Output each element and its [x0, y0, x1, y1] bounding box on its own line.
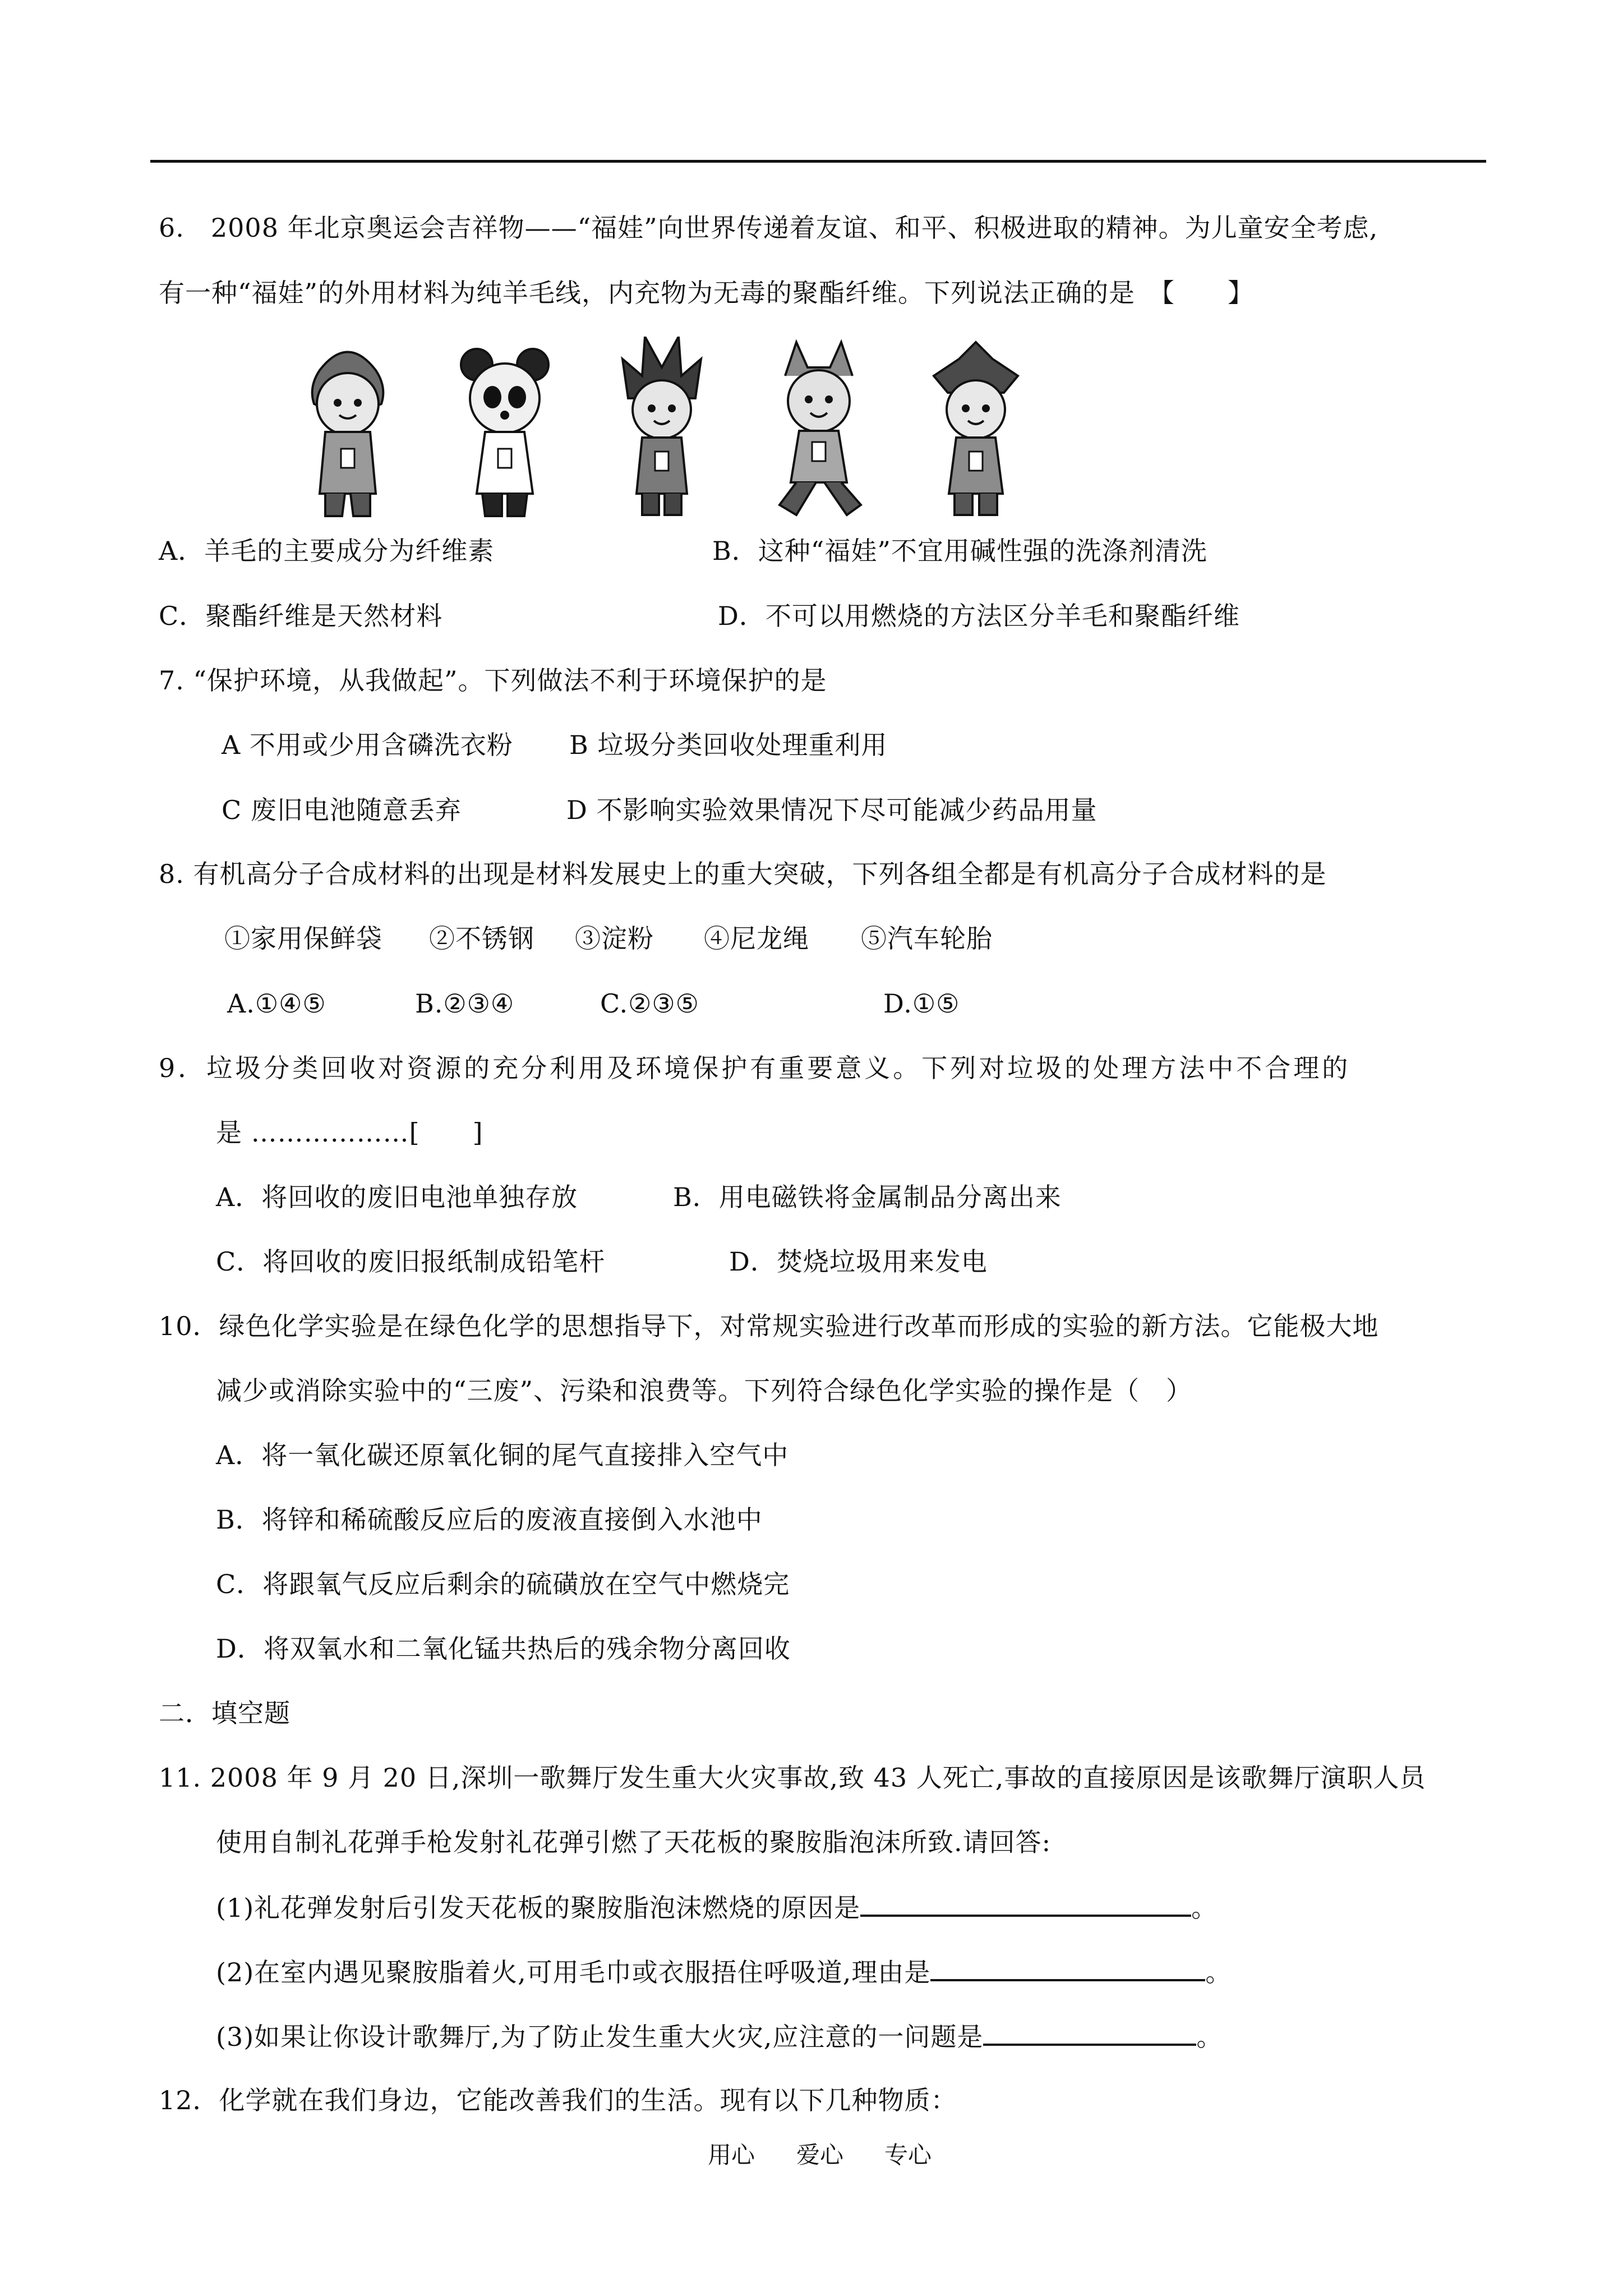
q10-option-d: D．将双氧水和二氧化锰共热后的残余物分离回收: [216, 1634, 791, 1664]
section-heading: 二．填空题: [159, 1698, 291, 1728]
q11-part2: [216, 1954, 1232, 1989]
q8-option-a: A.①④⑤: [227, 988, 326, 1019]
footer-text: 专心: [884, 2141, 932, 2169]
q11-part1: [216, 1890, 1218, 1925]
q6-line1: 6. 2008 年北京奥运会吉祥物——“福娃”向世界传递着友谊、和平、积极进取的精神。为儿童安全考虑,: [159, 213, 1378, 243]
mascot-huanhuan-icon: [623, 337, 701, 515]
fuwa-mascots-image: [275, 337, 1077, 522]
q11-part3-text: (3)如果让你设计歌舞厅,为了防止发生重大火灾,应注意的一问题是: [216, 2022, 984, 2052]
q11-part1-text: (1)礼花弹发射后引发天花板的聚胺脂泡沫燃烧的原因是: [216, 1893, 861, 1923]
q9-option-b: B．用电磁铁将金属制品分离出来: [673, 1182, 1062, 1212]
q8-option-c: C.②③⑤: [600, 988, 699, 1019]
q11-part3-answer-blank[interactable]: [983, 2019, 1196, 2046]
q8-stem: 8. 有机高分子合成材料的出现是材料发展史上的重大突破，下列各组全都是有机高分子合成材料的是: [159, 859, 1327, 889]
q6-line2: 有一种“福娃”的外用材料为纯羊毛线，内充物为无毒的聚酯纤维。下列说法正确的是 【 】: [159, 278, 1255, 308]
q11-part2-end: 。: [1205, 1957, 1232, 1987]
q11-part3: [216, 2019, 1223, 2054]
footer-text: 用心: [708, 2141, 755, 2169]
footer-text: 爱心: [796, 2141, 844, 2169]
q6-option-d: D．不可以用燃烧的方法区分羊毛和聚酯纤维: [718, 601, 1240, 631]
q12-stem: 12．化学就在我们身边，它能改善我们的生活。现有以下几种物质：: [159, 2085, 957, 2115]
q7-option-c: C 废旧电池随意丢弃: [222, 795, 462, 825]
q9-option-c: C．将回收的废旧报纸制成铅笔杆: [216, 1246, 606, 1277]
q11-part3-end: 。: [1196, 2022, 1223, 2052]
q11-stem-continued: 使用自制礼花弹手枪发射礼花弹引燃了天花板的聚胺脂泡沫所致.请回答:: [216, 1827, 1052, 1857]
q6-option-a: A．羊毛的主要成分为纤维素: [159, 536, 495, 566]
q11-part1-end: 。: [1191, 1893, 1218, 1923]
q10-option-a: A．将一氧化碳还原氧化铜的尾气直接排入空气中: [216, 1440, 789, 1470]
q7-option-b: B 垃圾分类回收处理重利用: [569, 730, 888, 760]
header-rule: [150, 160, 1486, 163]
mascot-yingying-icon: [780, 342, 861, 515]
q9-stem-continued: 是 ………………[ ]: [216, 1117, 483, 1148]
q7-stem: 7. “保护环境，从我做起”。下列做法不利于环境保护的是: [159, 665, 827, 696]
q8-item: ④尼龙绳: [704, 923, 809, 954]
q8-option-d: D.①⑤: [883, 988, 960, 1019]
q11-part1-answer-blank[interactable]: [860, 1890, 1191, 1917]
q10-option-b: B．将锌和稀硫酸反应后的废液直接倒入水池中: [216, 1504, 763, 1535]
q10-stem-continued: 减少或消除实验中的“三废”、污染和浪费等。下列符合绿色化学实验的操作是（ ）: [216, 1375, 1193, 1406]
mascot-beibei-icon: [312, 352, 384, 517]
q8-item: ⑤汽车轮胎: [861, 923, 993, 954]
q10-stem: 10．绿色化学实验是在绿色化学的思想指导下，对常规实验进行改革而形成的实验的新方法。它能极大地: [159, 1311, 1379, 1341]
q8-item: ②不锈钢: [429, 923, 534, 954]
q6-option-b: B．这种“福娃”不宜用碱性强的洗涤剂清洗: [712, 536, 1207, 566]
mascot-nini-icon: [934, 342, 1018, 515]
mascot-jingjing-icon: [461, 349, 548, 516]
q6-option-c: C．聚酯纤维是天然材料: [159, 601, 443, 631]
q10-option-c: C．将跟氧气反应后剩余的硫磺放在空气中燃烧完: [216, 1569, 790, 1599]
q9-option-a: A．将回收的废旧电池单独存放: [216, 1182, 578, 1212]
q11-part2-text: (2)在室内遇见聚胺脂着火,可用毛巾或衣服捂住呼吸道,理由是: [216, 1957, 931, 1987]
q8-item: ①家用保鲜袋: [224, 923, 382, 954]
q8-item: ③淀粉: [575, 923, 654, 954]
q7-option-d: D 不影响实验效果情况下尽可能减少药品用量: [566, 795, 1098, 825]
q8-option-b: B.②③④: [415, 988, 515, 1019]
q7-option-a: A 不用或少用含磷洗衣粉: [222, 730, 513, 760]
q11-stem: 11. 2008 年 9 月 20 日,深圳一歌舞厅发生重大火灾事故,致 43 人死亡,事故的直接原因是该歌舞厅演职人员: [159, 1763, 1426, 1793]
q9-option-d: D．焚烧垃圾用来发电: [729, 1246, 988, 1277]
q11-part2-answer-blank[interactable]: [930, 1954, 1205, 1981]
q9-stem: 9．垃圾分类回收对资源的充分利用及环境保护有重要意义。下列对垃圾的处理方法中不合理的: [159, 1053, 1351, 1083]
